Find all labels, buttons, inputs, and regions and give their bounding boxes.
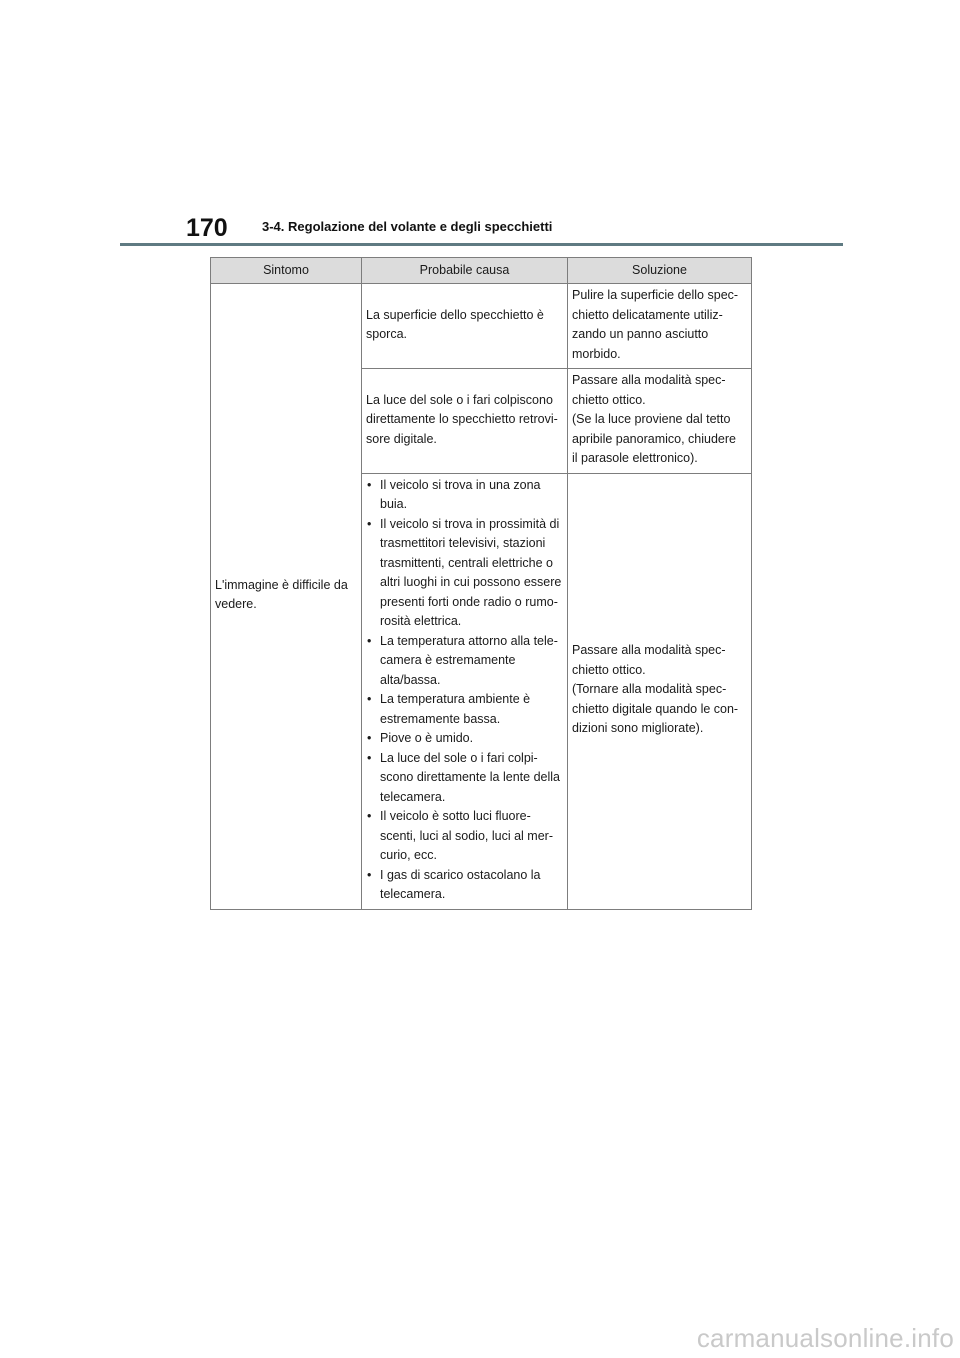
list-item: • La luce del sole o i fari colpi- scono direttamente la lente della telecamera.	[366, 749, 563, 808]
cause-text: La superficie dello specchietto è sporca.	[366, 307, 544, 341]
section-title: 3-4. Regolazione del volante e degli specchietti	[262, 219, 553, 234]
cause-cell	[362, 473, 568, 909]
troubleshooting-table	[210, 257, 752, 910]
list-item: • Il veicolo si trova in prossimità di trasmettitori televisivi, stazioni trasmittenti, centrali elettriche o altri luoghi in cui possono essere presenti forti onde radio o rumo- rosità elettrica.	[366, 515, 563, 632]
table-row	[211, 284, 752, 369]
watermark: carmanualsonline.info	[696, 1323, 954, 1353]
column-header-solution: Soluzione	[568, 258, 752, 284]
cause-cell	[362, 284, 568, 369]
list-item: • I gas di scarico ostacolano la telecamera.	[366, 866, 563, 905]
cause-text: La luce del sole o i fari colpiscono direttamente lo specchietto retrovi- sore digitale.	[366, 392, 558, 446]
list-item: • Il veicolo si trova in una zona buia.	[366, 476, 563, 515]
symptom-text: L'immagine è difficile da vedere.	[215, 577, 348, 612]
solution-text: Pulire la superficie dello spec- chietto delicatamente utiliz- zando un panno asciutto morbido.	[572, 288, 739, 361]
solution-text: Passare alla modalità spec- chietto ottico. (Tornare alla modalità spec- chietto digitale quando le con- dizioni sono migliorate).	[572, 643, 739, 736]
list-item: • La temperatura ambiente è estremamente bassa.	[366, 690, 563, 729]
cause-list	[366, 476, 563, 905]
solution-cell	[568, 369, 752, 474]
header-divider	[120, 243, 843, 246]
solution-cell	[568, 473, 752, 909]
page-number: 170	[186, 214, 228, 242]
column-header-symptom: Sintomo	[211, 258, 362, 284]
solution-cell	[568, 284, 752, 369]
solution-text: Passare alla modalità spec- chietto ottico. (Se la luce proviene dal tetto apribile panoramico, chiudere il parasole elettronico).	[572, 373, 736, 465]
column-header-cause: Probabile causa	[362, 258, 568, 284]
list-item: • Il veicolo è sotto luci fluore- scenti, luci al sodio, luci al mer- curio, ecc.	[366, 807, 563, 866]
table-header-row	[211, 258, 752, 284]
list-item: • Piove o è umido.	[366, 729, 563, 749]
symptom-cell	[211, 284, 362, 910]
cause-cell	[362, 369, 568, 474]
list-item: • La temperatura attorno alla tele- camera è estremamente alta/bassa.	[366, 632, 563, 691]
